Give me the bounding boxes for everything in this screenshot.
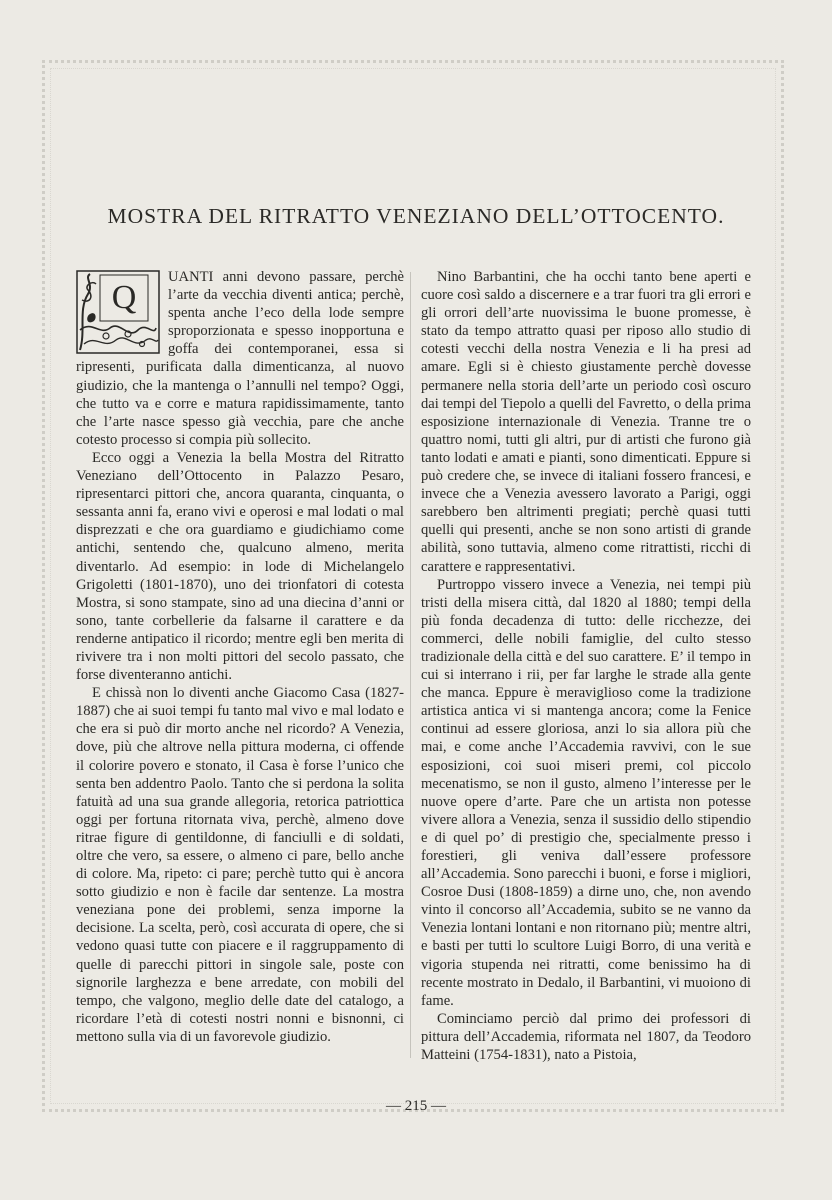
right-column xyxy=(421,268,751,1064)
page-number: — 215 — xyxy=(386,1098,446,1114)
column-divider xyxy=(410,272,411,1058)
paragraph: Cominciamo perciò dal primo dei professori di pittura dell’Accademia, riformata nel 1807, da Teodoro Matteini (1754-1831), nato a Pistoia, xyxy=(421,1010,751,1064)
paragraph: Ecco oggi a Venezia la bella Mostra del Ritratto Veneziano dell’Ottocento in Palazzo Pesaro, ripresentarci pittori che, ancora quaranta, cinquanta, o sessanta anni fa, erano vivi e operosi e mal lodati o mal disprezzati e che ora guardiamo e giudichiamo come antichi, sentendo che, qualcuno almeno, merita diventarlo. Ad esempio: in lode di Michelangelo Grigoletti (1801-1870), uno dei trionfatori di cotesta Mostra, si sono stampate, sino ad una diecina d’anni or sono, tante corbellerie da falsarne il carattere e da renderne antipatico il ricordo; mentre egli ben merita di rivivere tra i non molti pittori del secolo passato, che forse diventeranno antichi. xyxy=(76,449,404,684)
paragraph: E chissà non lo diventi anche Giacomo Casa (1827-1887) che ai suoi tempi fu tanto mal vivo e mal lodato e che era si può dir morto anche nel ricordo? A Venezia, dove, più che altrove nella pittura moderna, ci offende il colorire povero e stonato, il Casa è forse l’unico che senta ben addentro Paolo. Tanto che si perdona la solita fatuità ad una sua grande allegoria, retorica patriottica oggi per fortuna ritornata viva, perchè, almeno dove ritrae figure di gentildonne, di fanciulli e di soldati, oltre che vero, sa essere, o almeno ci pare, bello anche di colore. Ma, ripeto: ci pare; perchè tutto qui è ancora sotto giudizio e non è facile dar sentenze. La mostra veneziana pone dei problemi, senza imporne la decisione. La scelta, però, così accurata di opere, che si vedono quasi tutte con piacere e il raggruppamento di quelle di parecchi pittori in singole sale, poste con signorile larghezza e bene arredate, con mobili del tempo, che valgono, meglio delle date del catalogo, a ricordare l’età di cotesti nostri nonni e bisnonni, ci mettono sulla via di un favorevole giudizio. xyxy=(76,685,404,1045)
paragraph: Nino Barbantini, che ha occhi tanto bene aperti e cuore così saldo a discernere e a trar fuori tra gli errori e gli orrori dell’arte nuovissima le buone promesse, è stato da tempo attratto quasi per riposo allo studio di cotesti vecchi della nostra Venezia e li ha presi ad amare. Egli si è chiesto giustamente perchè dovesse permanere nella storia dell’arte un periodo così oscuro dai tempi del Tiepolo a quelli del Favretto, o della prima esposizione internazionale di Venezia. Tranne tre o quattro nomi, tutti gli altri, pur di artisti che furono già tanto lodati e amati e pianti, sono dimenticati. Eppure si può credere che, se invece di italiani fossero francesi, e invece che a Venezia avessero lavorato a Parigi, oggi sarebbero ben altrimenti pregiati; perchè quasi tutti quelli qui presenti, anche se non sono artisti di grande abilità, sono tuttavia, almeno come ritrattisti, ricchi di carattere e rappresentativi. xyxy=(421,269,751,575)
paragraph: UANTI anni devono passare, perchè l’arte da vecchia diventi antica; perchè, spenta anche l’eco della lode sempre sproporzionata e spesso inopportuna e goffa dei contemporanei, essa si ripresenti, purificata dalla dimenticanza, al nuovo giudizio, che la mantenga o l’annulli nel tempo? Oggi, che tutto va e corre e matura rapidissimamente, tanto che l’arte nasce spesso già vecchia, pare che anche cotesto processo si compia più sollecito. xyxy=(76,269,404,448)
article-title: MOSTRA DEL RITRATTO VENEZIANO DELL’OTTOCENTO. xyxy=(107,204,725,228)
ornamental-drop-cap xyxy=(76,270,160,354)
drop-cap-letter: Q xyxy=(111,279,137,316)
left-column xyxy=(76,268,404,1046)
paragraph: Purtroppo vissero invece a Venezia, nei tempi più tristi della misera città, dal 1820 al 1880; tempi della più fonda decadenza di tutto: delle ricchezze, dei commerci, delle nobili famiglie, del culto stesso tradizionale della città e del suo carattere. E’ il tempo in cui si interrano i rii, per far larghe le strade alla gente che manca. Eppure è meraviglioso come la tradizione artistica antica vi si mantenga ancora; come la Fenice continui ad essere gloriosa, anzi lo sia allora più che mai, e come anche l’Accademia ravvivi, con le sue esposizioni, coi suoi miseri premi, col piccolo mecenatismo, se non il gusto, almeno l’interesse per le nuove opere d’arte. Pare che un artista non potesse vivere allora a Venezia, senza il sussidio dello stipendio e di quel po’ di prestigio che, specialmente presso i forestieri, gli veniva dall’essere professore all’Accademia. Sono parecchi i buoni, e forse i migliori, Cosroe Dusi (1808-1859) a dirne uno, che, non avendo vinto il concorso all’Accademia, subito se ne vanno da Venezia lontani lontani e non ritornano più; mentre altri, e basti per tutti lo scultore Luigi Borro, di una verità e vigoria stupenda nei ritratti, come benissimo ha di recente mostrato in Dedalo, il Barbantini, vi muoiono di fame. xyxy=(421,576,751,1009)
